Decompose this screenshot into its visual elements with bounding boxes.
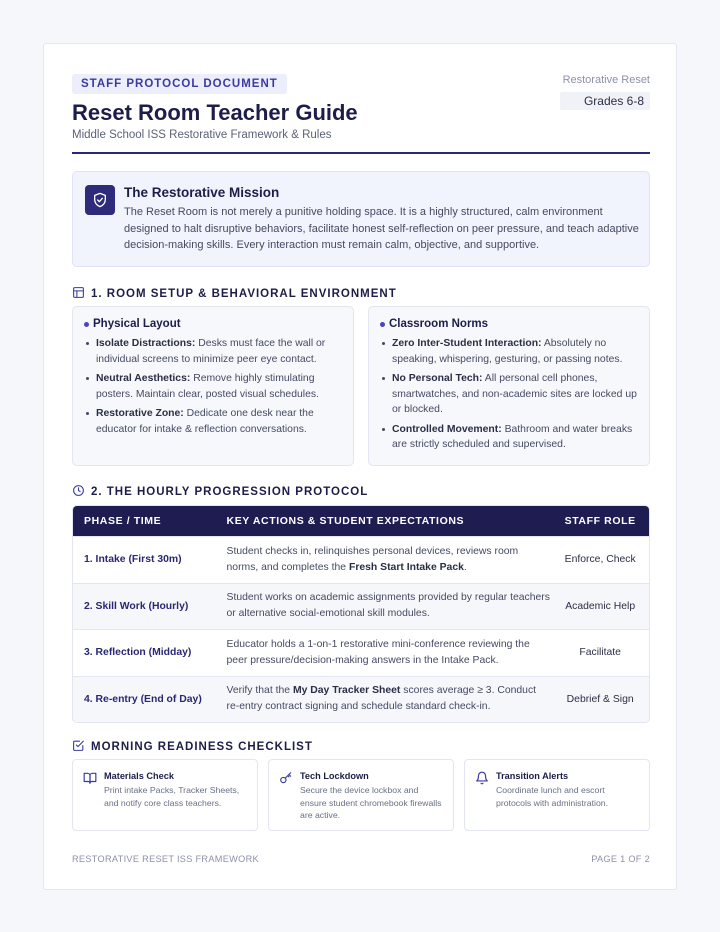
checklist-item-tech: [268, 759, 454, 831]
table-header: [73, 506, 649, 536]
card-list: [380, 336, 639, 453]
key-icon: [279, 771, 293, 790]
document-page: [43, 43, 677, 890]
section-heading-hourly-protocol: 2. THE HOURLY PROGRESSION PROTOCOL: [72, 484, 368, 500]
page-footer: [72, 854, 650, 864]
card-classroom-norms: [368, 306, 650, 466]
table-row: 2. Skill Work (Hourly) Student works on academic assignments provided by regular teachers or alternative social-emotional skill modules. Academic Help: [73, 583, 649, 630]
bullet-dot: [380, 322, 385, 327]
checklist-item-materials: [72, 759, 258, 831]
column-header: KEY ACTIONS & STUDENT EXPECTATIONS: [226, 515, 465, 527]
page-title: Reset Room Teacher Guide: [72, 100, 358, 125]
section-heading-room-setup: 1. ROOM SETUP & BEHAVIORAL ENVIRONMENT: [72, 286, 397, 302]
column-header: PHASE / TIME: [84, 515, 162, 527]
page-number: PAGE 1 OF 2: [591, 854, 650, 864]
document-header: [72, 74, 650, 154]
book-icon: [83, 771, 97, 790]
page-subtitle: Middle School ISS Restorative Framework & Rules: [72, 129, 332, 141]
list-item: Restorative Zone: Dedicate one desk near the educator for intake & reflection conversations.: [84, 406, 343, 437]
list-item: Isolate Distractions: Desks must face the wall or individual screens to minimize peer eye contact.: [84, 336, 343, 367]
mission-callout: [72, 171, 650, 267]
brand-block: [560, 74, 650, 110]
footer-left: RESTORATIVE RESET ISS FRAMEWORK: [72, 854, 259, 864]
column-header: STAFF ROLE: [564, 515, 636, 527]
table-row: 1. Intake (First 30m) Student checks in, relinquishes personal devices, reviews room norms, and completes the Fresh Start Intake Pack. Enforce, Check: [73, 536, 649, 583]
list-item: No Personal Tech: All personal cell phones, smartwatches, and non-academic sites are locked up or blocked.: [380, 371, 639, 418]
layout-icon: [72, 286, 91, 302]
list-item: Zero Inter-Student Interaction: Absolutely no speaking, whispering, gesturing, or passing notes.: [380, 336, 639, 367]
checkbox-icon: [72, 739, 91, 755]
mission-title: The Restorative Mission: [124, 185, 280, 200]
list-item: Neutral Aesthetics: Remove highly stimulating posters. Maintain clear, posted visual schedules.: [84, 371, 343, 402]
checklist-title: Tech Lockdown: [300, 771, 369, 781]
checklist-text: Print intake Packs, Tracker Sheets, and notify core class teachers.: [104, 785, 240, 808]
table-row: 3. Reflection (Midday) Educator holds a 1-on-1 restorative mini-conference reviewing the peer pressure/decision-making answers in the Intake Pack. Facilitate: [73, 629, 649, 676]
checklist-text: Coordinate lunch and escort protocols with administration.: [496, 785, 609, 808]
card-title: Classroom Norms: [389, 318, 489, 330]
card-title: Physical Layout: [93, 318, 181, 330]
section-heading-checklist: MORNING READINESS CHECKLIST: [72, 739, 313, 755]
card-list: [84, 336, 343, 437]
grades-badge: Grades 6-8: [560, 92, 650, 110]
bell-icon: [475, 771, 489, 790]
checklist-title: Transition Alerts: [496, 771, 569, 781]
brand-name: Restorative Reset: [562, 74, 650, 86]
card-physical-layout: [72, 306, 354, 466]
doc-type-tag: STAFF PROTOCOL DOCUMENT: [72, 74, 287, 94]
list-item: Controlled Movement: Bathroom and water breaks are strictly scheduled and supervised.: [380, 422, 639, 453]
checklist-text: Secure the device lockbox and ensure student chromebook firewalls are active.: [300, 785, 442, 820]
protocol-table: [72, 505, 650, 723]
bullet-dot: [84, 322, 89, 327]
mission-text: The Reset Room is not merely a punitive holding space. It is a highly structured, calm environment designed to halt disruptive behaviors, facilitate honest self-reflection on peer pressure, and teach adaptive decision-making skills. Every interaction must remain calm, objective, and supportive.: [124, 206, 639, 251]
clock-icon: [72, 484, 91, 500]
checklist-title: Materials Check: [104, 771, 174, 781]
checklist-item-transition: [464, 759, 650, 831]
shield-check-icon: [85, 185, 115, 215]
table-row: 4. Re-entry (End of Day) Verify that the My Day Tracker Sheet scores average ≥ 3. Conduct re-entry contract signing and schedule standard check-in. Debrief & Sign: [73, 676, 649, 723]
